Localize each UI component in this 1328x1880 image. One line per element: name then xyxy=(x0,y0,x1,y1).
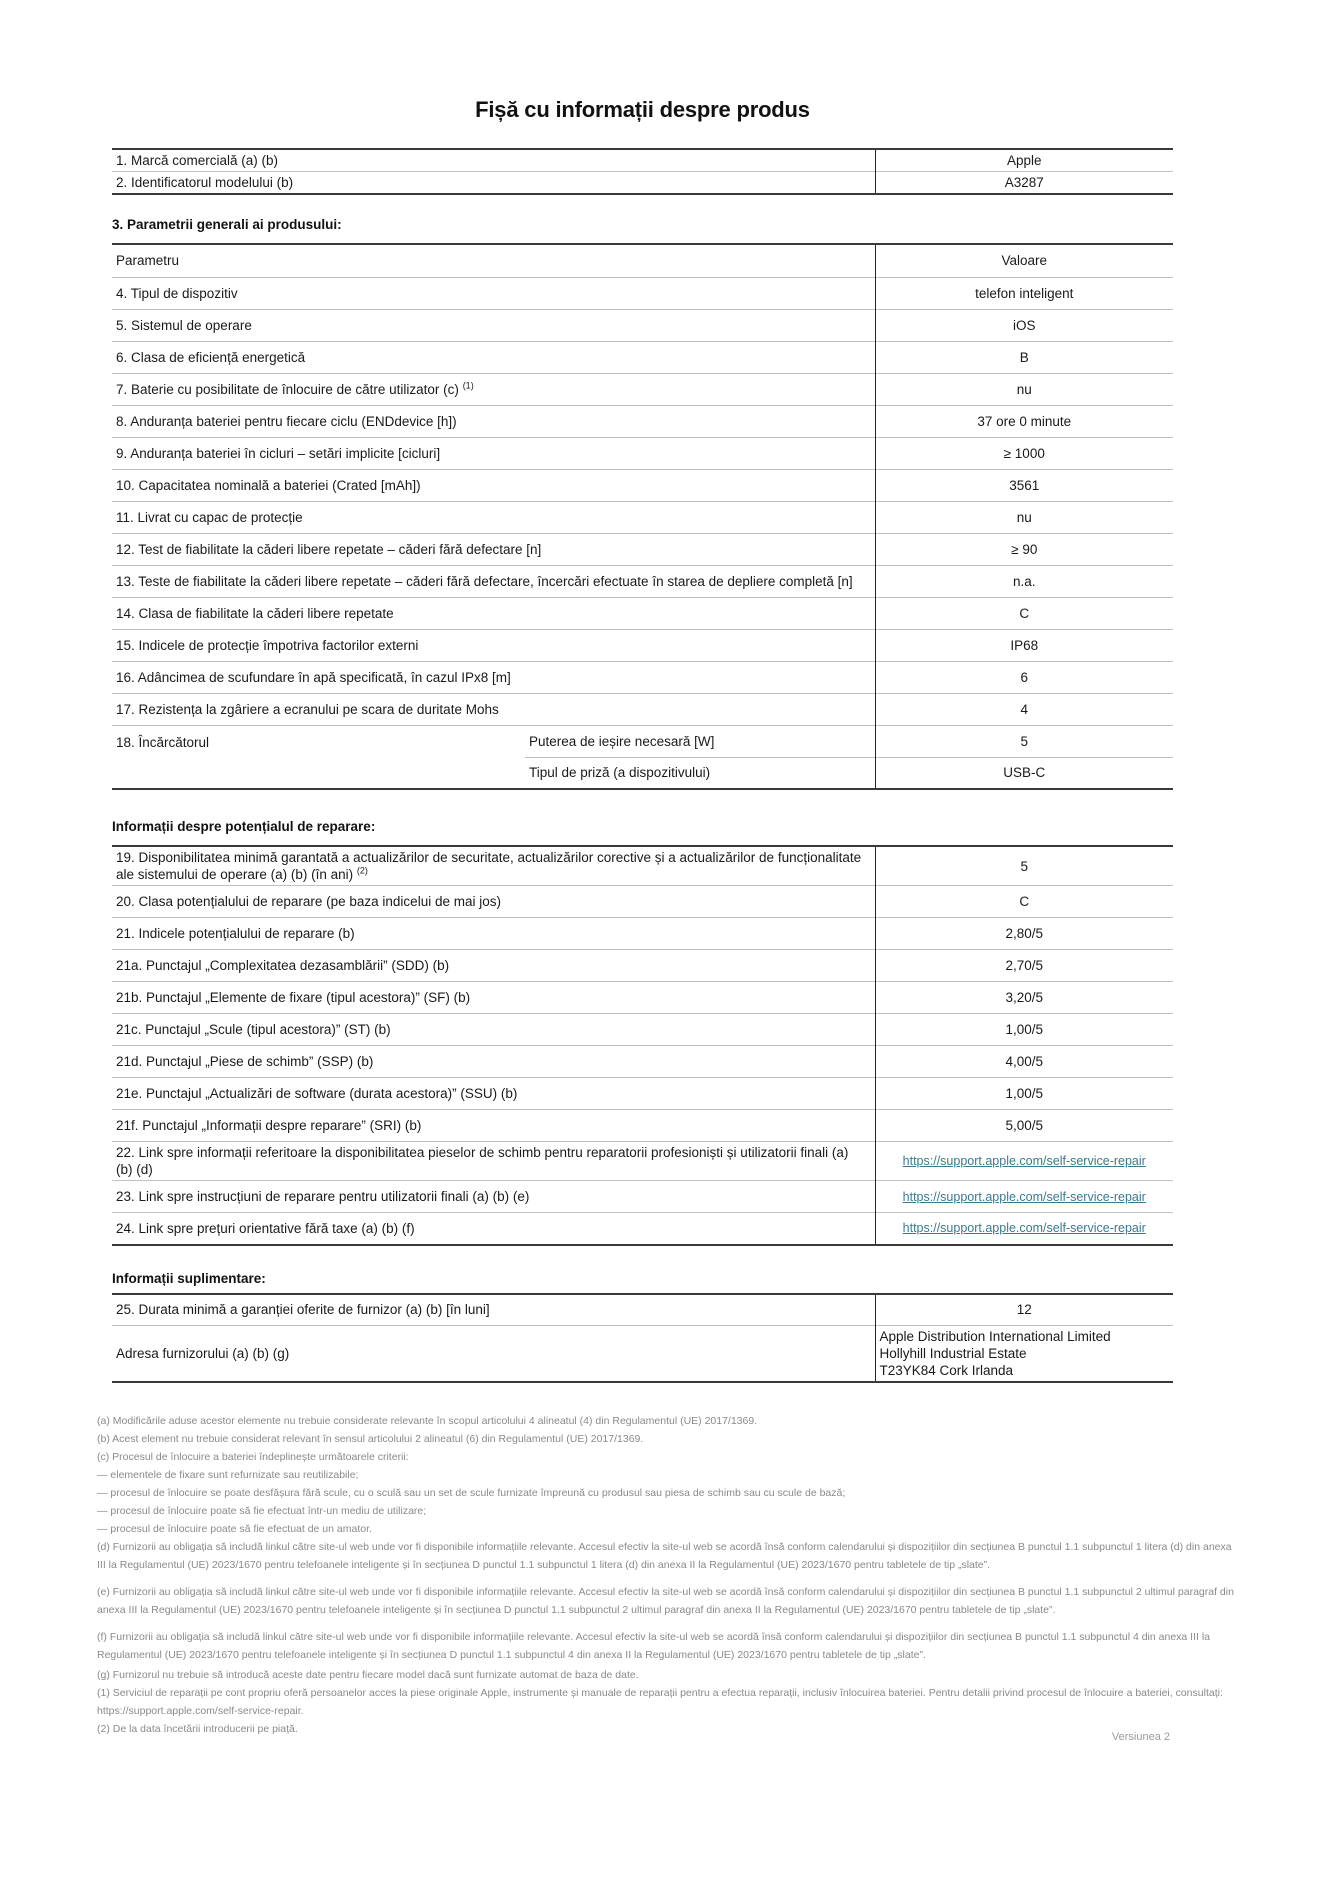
row-value: ≥ 1000 xyxy=(875,437,1173,469)
general-parameters-table xyxy=(112,243,1173,790)
supplier-address xyxy=(875,1326,1173,1383)
row-label: 5. Sistemul de operare xyxy=(116,317,252,333)
row-value: 5 xyxy=(875,725,1173,757)
row-label: 12. Test de fiabilitate la căderi libere repetate – căderi fără defectare [n] xyxy=(116,541,542,557)
table-row xyxy=(112,886,1173,918)
self-service-repair-link[interactable]: https://support.apple.com/self-service-repair xyxy=(902,1189,1146,1204)
row-value: nu xyxy=(875,501,1173,533)
section-heading-additional: Informații suplimentare: xyxy=(112,1270,266,1286)
footnote-c-item: — procesul de înlocuire poate să fie efectuat într-un mediu de utilizare; xyxy=(97,1505,427,1517)
section-heading-general: 3. Parametrii generali ai produsului: xyxy=(112,217,342,232)
table-row xyxy=(112,597,1173,629)
table-row xyxy=(112,533,1173,565)
row-value: 1,00/5 xyxy=(875,1078,1173,1110)
footnote-1: (1) Serviciul de reparații pe cont propriu oferă persoanelor acces la piese originale Apple, instrumente și manuale de reparații pentru a efectua reparații, inclusiv înlocuirea bateriei. Pentru detalii privind procesul de înlocuire a bateriei, consultați: https://support.apple.com/self-service-repair. xyxy=(97,1687,1223,1717)
footnote-b: (b) Acest element nu trebuie considerat relevant în sensul articolului 2 alineatul (6) din Regulamentul (UE) 2017/1369. xyxy=(97,1433,644,1445)
footnote-c: (c) Procesul de înlocuire a bateriei îndeplinește următoarele criterii: xyxy=(97,1451,409,1463)
row-label: 6. Clasa de eficiență energetică xyxy=(116,349,306,365)
footnote-2: (2) De la data încetării introducerii pe piață. xyxy=(97,1723,298,1735)
row-label: 11. Livrat cu capac de protecție xyxy=(116,509,303,525)
row-label: 15. Indicele de protecție împotriva factorilor externi xyxy=(116,637,419,653)
table-row xyxy=(112,661,1173,693)
footnote-ref-1: (1) xyxy=(462,380,474,390)
footnotes xyxy=(97,1412,1237,1738)
row-value: 12 xyxy=(875,1294,1173,1326)
footnote-f: (f) Furnizorii au obligația să includă linkul către site-ul web unde vor fi disponibile informațiile relevante. Accesul efectiv la site-ul web se acordă însă conform calendarului și dispozițiilor din secțiunea B punctul 1.1 subpunctul 4 din anexa III la Regulamentul (UE) 2023/1670 pentru telefoanele inteligente și în secțiunea D punctul 1.1 subpunctul 4 din anexa II la Regulamentul (UE) 2023/1670 pentru tabletele de tip „slate”. xyxy=(97,1631,1211,1661)
row-value xyxy=(875,1213,1173,1245)
table-row xyxy=(112,1142,1173,1181)
row-label: 21d. Punctajul „Piese de schimb” (SSP) (b) xyxy=(116,1054,374,1069)
table-row xyxy=(112,1110,1173,1142)
row-value: 3561 xyxy=(875,469,1173,501)
row-label: 1. Marcă comercială (a) (b) xyxy=(116,153,279,168)
row-value: 4,00/5 xyxy=(875,1046,1173,1078)
charger-sub-label: Puterea de ieșire necesară [W] xyxy=(529,733,715,749)
row-label: 22. Link spre informații referitoare la disponibilitatea pieselor de schimb pentru reparatorii profesioniști și utilizatorii finali (a) (b) (d) xyxy=(116,1145,849,1177)
row-value: C xyxy=(875,886,1173,918)
row-label: 21e. Punctajul „Actualizări de software (durata acestora)” (SSU) (b) xyxy=(116,1086,518,1101)
table-row xyxy=(112,341,1173,373)
row-value: Apple xyxy=(875,149,1173,172)
identification-table xyxy=(112,148,1173,195)
row-value: 5 xyxy=(875,846,1173,886)
table-row-charger xyxy=(112,725,1173,757)
row-value: 4 xyxy=(875,693,1173,725)
row-label: 9. Anduranța bateriei în cicluri – setări implicite [cicluri] xyxy=(116,445,441,461)
table-row xyxy=(112,565,1173,597)
row-label: 8. Anduranța bateriei pentru fiecare ciclu (ENDdevice [h]) xyxy=(116,413,457,429)
row-value: iOS xyxy=(875,309,1173,341)
row-label: 13. Teste de fiabilitate la căderi libere repetate – căderi fără defectare, încercări efectuate în starea de depliere completă [n] xyxy=(116,573,853,589)
row-value xyxy=(875,1181,1173,1213)
table-row xyxy=(112,373,1173,405)
table-row xyxy=(112,405,1173,437)
self-service-repair-link[interactable]: https://support.apple.com/self-service-repair xyxy=(902,1154,1146,1168)
row-label: 25. Durata minimă a garanției oferite de furnizor (a) (b) [în luni] xyxy=(116,1302,490,1318)
row-label: Adresa furnizorului (a) (b) (g) xyxy=(116,1346,290,1361)
row-label: 14. Clasa de fiabilitate la căderi libere repetate xyxy=(116,605,394,621)
row-label: 21. Indicele potențialului de reparare (b) xyxy=(116,926,355,941)
row-value: nu xyxy=(875,373,1173,405)
table-row xyxy=(112,918,1173,950)
row-value: 6 xyxy=(875,661,1173,693)
row-value: 3,20/5 xyxy=(875,982,1173,1014)
table-row-address xyxy=(112,1326,1173,1383)
row-label: 24. Link spre prețuri orientative fără taxe (a) (b) (f) xyxy=(116,1220,415,1236)
table-row xyxy=(112,693,1173,725)
row-value: 1,00/5 xyxy=(875,1014,1173,1046)
row-label: 16. Adâncimea de scufundare în apă specificată, în cazul IPx8 [m] xyxy=(116,669,511,685)
row-label: 4. Tipul de dispozitiv xyxy=(116,285,238,301)
table-row xyxy=(112,1014,1173,1046)
page-title: Fișă cu informații despre produs xyxy=(475,97,810,122)
row-label: 21b. Punctajul „Elemente de fixare (tipul acestora)” (SF) (b) xyxy=(116,990,471,1005)
row-label: 21f. Punctajul „Informații despre reparare” (SRI) (b) xyxy=(116,1118,422,1133)
row-value: USB-C xyxy=(875,757,1173,789)
table-row xyxy=(112,1181,1173,1213)
row-label: 20. Clasa potențialului de reparare (pe baza indicelui de mai jos) xyxy=(116,894,501,909)
table-header-row xyxy=(112,244,1173,277)
row-value: IP68 xyxy=(875,629,1173,661)
row-value: 2,80/5 xyxy=(875,918,1173,950)
row-value: telefon inteligent xyxy=(875,277,1173,309)
table-row xyxy=(112,950,1173,982)
row-value: n.a. xyxy=(875,565,1173,597)
footnote-d: (d) Furnizorii au obligația să includă linkul către site-ul web unde vor fi disponibile informațiile relevante. Accesul efectiv la site-ul web se acordă însă conform calendarului și dispozițiilor din secțiunea B punctul 1.1 subpunctul 1 litera (d) din anexa III la Regulamentul (UE) 2023/1670 pentru telefoanele inteligente și în secțiunea D punctul 1.1 subpunctul 1 litera (d) din anexa II la Regulamentul (UE) 2023/1670 pentru tabletele de tip „slate”. xyxy=(97,1541,1232,1571)
column-header-valoare: Valoare xyxy=(875,244,1173,277)
footnote-c-item: — procesul de înlocuire poate să fie efectuat de un amator. xyxy=(97,1523,372,1535)
footnote-c-item: — elementele de fixare sunt refurnizate sau reutilizabile; xyxy=(97,1469,359,1481)
row-label: 23. Link spre instrucțiuni de reparare pentru utilizatorii finali (a) (b) (e) xyxy=(116,1189,530,1204)
address-line: Hollyhill Industrial Estate xyxy=(879,1346,1027,1361)
row-label: 18. Încărcătorul xyxy=(116,734,210,750)
row-value: 37 ore 0 minute xyxy=(875,405,1173,437)
table-row xyxy=(112,982,1173,1014)
address-line: T23YK84 Cork Irlanda xyxy=(879,1363,1014,1378)
table-row xyxy=(112,277,1173,309)
row-label: 2. Identificatorul modelului (b) xyxy=(116,175,294,190)
footnote-e: (e) Furnizorii au obligația să includă linkul către site-ul web unde vor fi disponibile informațiile relevante. Accesul efectiv la site-ul web se acordă însă conform calendarului și dispozițiilor din secțiunea B punctul 1.1 subpunctul 2 ultimul paragraf din anexa III la Regulamentul (UE) 2023/1670 pentru telefoanele inteligente și în secțiunea D punctul 1.1 subpunctul 2 ultimul paragraf din anexa II la Regulamentul (UE) 2023/1670 pentru tabletele de tip „slate”. xyxy=(97,1586,1234,1616)
table-row xyxy=(112,629,1173,661)
row-value xyxy=(875,1142,1173,1181)
row-value: ≥ 90 xyxy=(875,533,1173,565)
footnote-ref-2: (2) xyxy=(356,865,368,876)
row-label: 7. Baterie cu posibilitate de înlocuire de către utilizator (c) $^{(1)}$ xyxy=(116,380,474,397)
row-label: 19. Disponibilitatea minimă garantată a actualizărilor de securitate, actualizărilor corective și a actualizărilor de funcționalitate ale sistemului de operare (a) (b) (în ani) $^{(2)}$ xyxy=(116,850,862,882)
table-row xyxy=(112,501,1173,533)
row-label: 10. Capacitatea nominală a bateriei (Crated [mAh]) xyxy=(116,477,421,493)
row-label: 21a. Punctajul „Complexitatea dezasamblării” (SDD) (b) xyxy=(116,958,450,973)
row-label: 21c. Punctajul „Scule (tipul acestora)” (ST) (b) xyxy=(116,1022,391,1037)
row-value: A3287 xyxy=(875,172,1173,195)
table-row xyxy=(112,309,1173,341)
table-row xyxy=(112,149,1173,172)
self-service-repair-link[interactable]: https://support.apple.com/self-service-repair xyxy=(902,1221,1146,1236)
row-value: B xyxy=(875,341,1173,373)
footnote-g: (g) Furnizorul nu trebuie să introducă aceste date pentru fiecare model dacă sunt furnizate automat de baza de date. xyxy=(97,1669,639,1681)
table-row xyxy=(112,1213,1173,1245)
table-row xyxy=(112,1078,1173,1110)
address-line: Apple Distribution International Limited xyxy=(879,1329,1111,1344)
table-row xyxy=(112,846,1173,886)
row-label: 17. Rezistența la zgâriere a ecranului pe scara de duritate Mohs xyxy=(116,701,499,717)
table-row xyxy=(112,172,1173,195)
repair-table xyxy=(112,845,1173,1246)
table-row xyxy=(112,1046,1173,1078)
table-row xyxy=(112,437,1173,469)
table-row xyxy=(112,469,1173,501)
row-value: C xyxy=(875,597,1173,629)
footnote-c-item: — procesul de înlocuire se poate desfășura fără scule, cu o sculă sau un set de scule furnizate împreună cu produsul sau piesa de schimb sau cu scule de bază; xyxy=(97,1487,846,1499)
product-fiche-page xyxy=(112,0,1173,1383)
row-value: 2,70/5 xyxy=(875,950,1173,982)
version-label: Versiunea 2 xyxy=(1111,1731,1170,1743)
footnote-a: (a) Modificările aduse acestor elemente nu trebuie considerate relevante în scopul articolului 4 alineatul (4) din Regulamentul (UE) 2017/1369. xyxy=(97,1415,758,1427)
row-value: 5,00/5 xyxy=(875,1110,1173,1142)
additional-table xyxy=(112,1293,1173,1384)
charger-sub-label: Tipul de priză (a dispozitivului) xyxy=(529,765,711,781)
table-row xyxy=(112,1294,1173,1326)
column-header-parametru: Parametru xyxy=(116,253,180,269)
section-heading-repair: Informații despre potențialul de reparare: xyxy=(112,819,376,834)
